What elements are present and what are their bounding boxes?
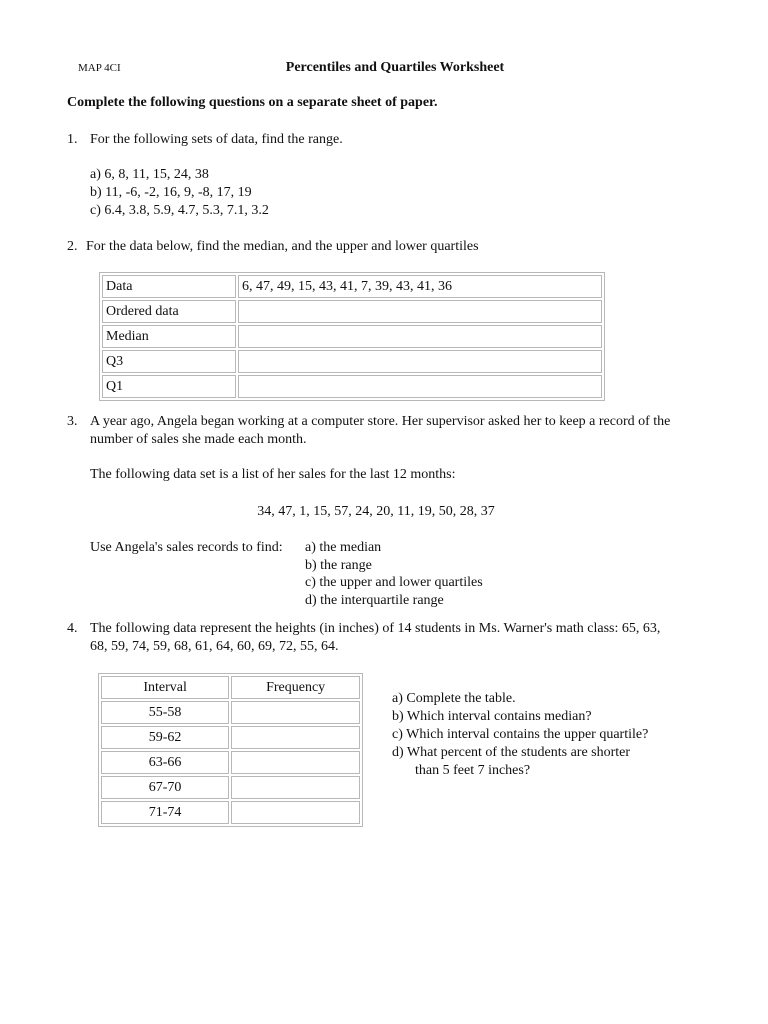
q2-number: 2. bbox=[67, 239, 78, 254]
q3-part-d: d) the interquartile range bbox=[305, 593, 444, 608]
q3-text-1: A year ago, Angela began working at a computer store. Her supervisor asked her to keep a record of the bbox=[90, 414, 671, 429]
answer-cell[interactable] bbox=[238, 300, 602, 323]
q1-text: For the following sets of data, find the range. bbox=[90, 132, 343, 147]
interval-cell: 63-66 bbox=[101, 751, 229, 774]
q1-item-a: a) 6, 8, 11, 15, 24, 38 bbox=[90, 167, 209, 182]
q4-part-d: d) What percent of the students are shorter bbox=[392, 745, 631, 760]
table-row bbox=[102, 275, 602, 298]
q1-item-b: b) 11, -6, -2, 16, 9, -8, 17, 19 bbox=[90, 185, 252, 200]
row-label: Ordered data bbox=[102, 300, 236, 323]
q4-text-1: The following data represent the heights (in inches) of 14 students in Ms. Warner's math class: 65, 63, bbox=[90, 621, 661, 636]
q4-part-c: c) Which interval contains the upper quartile? bbox=[392, 727, 649, 742]
table-row bbox=[101, 801, 360, 824]
frequency-cell[interactable] bbox=[231, 801, 360, 824]
q4-part-d-cont: than 5 feet 7 inches? bbox=[415, 763, 531, 778]
answer-cell[interactable] bbox=[238, 350, 602, 373]
q3-number: 3. bbox=[67, 414, 78, 429]
q2-table bbox=[99, 272, 605, 401]
answer-cell[interactable] bbox=[238, 325, 602, 348]
q1-number: 1. bbox=[67, 132, 78, 147]
interval-cell: 59-62 bbox=[101, 726, 229, 749]
interval-cell: 71-74 bbox=[101, 801, 229, 824]
course-code: MAP 4CI bbox=[78, 62, 121, 74]
q3-list-intro: The following data set is a list of her sales for the last 12 months: bbox=[90, 467, 456, 482]
table-header-row bbox=[101, 676, 360, 699]
column-header: Frequency bbox=[231, 676, 360, 699]
instructions: Complete the following questions on a separate sheet of paper. bbox=[67, 95, 438, 110]
table-row bbox=[101, 701, 360, 724]
q3-part-a: a) the median bbox=[305, 540, 382, 555]
q4-frequency-table bbox=[98, 673, 363, 827]
q3-data: 34, 47, 1, 15, 57, 24, 20, 11, 19, 50, 28, 37 bbox=[257, 504, 495, 519]
q3-prompt: Use Angela's sales records to find: bbox=[90, 540, 283, 555]
q4-number: 4. bbox=[67, 621, 78, 636]
q4-part-a: a) Complete the table. bbox=[392, 691, 516, 706]
q3-part-c: c) the upper and lower quartiles bbox=[305, 575, 483, 590]
q3-part-b: b) the range bbox=[305, 558, 372, 573]
frequency-cell[interactable] bbox=[231, 776, 360, 799]
interval-cell: 55-58 bbox=[101, 701, 229, 724]
frequency-cell[interactable] bbox=[231, 726, 360, 749]
q3-text-2: number of sales she made each month. bbox=[90, 432, 307, 447]
table-row bbox=[102, 325, 602, 348]
answer-cell[interactable] bbox=[238, 375, 602, 398]
frequency-cell[interactable] bbox=[231, 701, 360, 724]
column-header: Interval bbox=[101, 676, 229, 699]
q4-text-2: 68, 59, 74, 59, 68, 61, 64, 60, 69, 72, 55, 64. bbox=[90, 639, 339, 654]
table-row bbox=[101, 726, 360, 749]
q2-text: For the data below, find the median, and the upper and lower quartiles bbox=[86, 239, 479, 254]
table-row bbox=[102, 350, 602, 373]
table-row bbox=[101, 751, 360, 774]
table-row bbox=[101, 776, 360, 799]
row-label: Q3 bbox=[102, 350, 236, 373]
table-row bbox=[102, 300, 602, 323]
interval-cell: 67-70 bbox=[101, 776, 229, 799]
q1-item-c: c) 6.4, 3.8, 5.9, 4.7, 5.3, 7.1, 3.2 bbox=[90, 203, 269, 218]
row-label: Median bbox=[102, 325, 236, 348]
row-label: Data bbox=[102, 275, 236, 298]
row-label: Q1 bbox=[102, 375, 236, 398]
table-row bbox=[102, 375, 602, 398]
row-value: 6, 47, 49, 15, 43, 41, 7, 39, 43, 41, 36 bbox=[238, 275, 602, 298]
page-title: Percentiles and Quartiles Worksheet bbox=[285, 60, 505, 75]
frequency-cell[interactable] bbox=[231, 751, 360, 774]
q4-part-b: b) Which interval contains median? bbox=[392, 709, 592, 724]
